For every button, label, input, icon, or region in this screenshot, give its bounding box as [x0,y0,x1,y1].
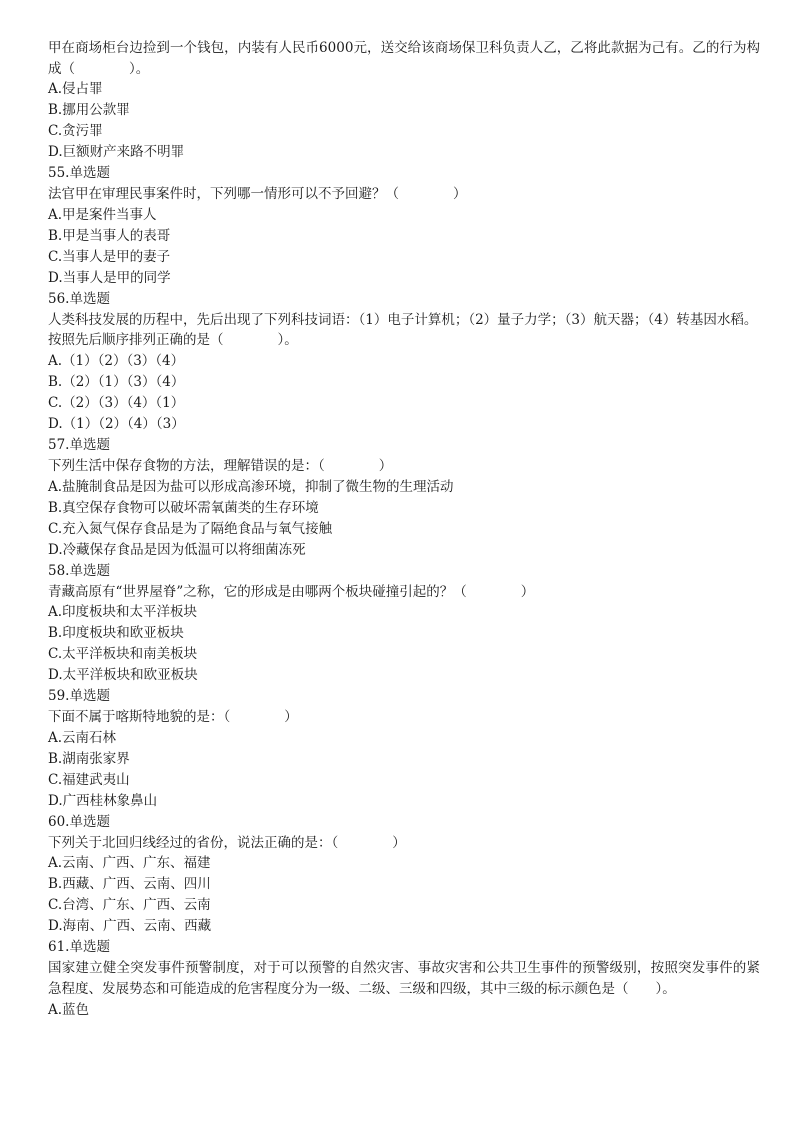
option-b: B.甲是当事人的表哥 [48,227,171,244]
option-a: A.盐腌制食品是因为盐可以形成高渗环境，抑制了微生物的生理活动 [48,478,454,495]
question-stem: 下面不属于喀斯特地貌的是：（ ） [48,709,298,726]
question-stem: 青藏高原有“世界屋脊”之称，它的形成是由哪两个板块碰撞引起的？（ ） [48,583,535,600]
option-d: D.广西桂林象鼻山 [48,792,158,809]
option-d: D.太平洋板块和欧亚板块 [48,667,198,684]
question-block-61 [48,937,760,1020]
question-stem: 法官甲在审理民事案件时，下列哪一情形可以不予回避？（ ） [48,186,467,203]
question-stem: 人类科技发展的历程中，先后出现了下列科技词语：（1）电子计算机；（2）量子力学；（3）航天器；（4）转基因水稻。 [48,311,758,328]
question-stem: 国家建立健全突发事件预警制度，对于可以预警的自然灾害、事故灾害和公共卫生事件的预警级别，按照突发事件的紧急程度、发展势态和可能造成的危害程度分为一级、二级、三级和四级，其中三级的标示颜色是（ ）。 [48,960,760,997]
question-header: 61.单选题 [48,939,110,956]
option-a: A.云南、广西、广东、福建 [48,855,211,872]
question-block-56 [48,289,760,435]
question-stem: 下列关于北回归线经过的省份，说法正确的是：（ ） [48,834,406,851]
question-block-55 [48,163,760,289]
option-c: C.充入氮气保存食品是为了隔绝食品与氧气接触 [48,520,333,537]
option-c: C.（2）（3）（4）（1） [48,394,185,411]
option-b: B.湖南张家界 [48,750,130,767]
option-d: D.海南、广西、云南、西藏 [48,918,212,935]
option-b: B.挪用公款罪 [48,102,130,119]
question-stem-continued: 按照先后顺序排列正确的是（ ）。 [48,332,298,349]
option-a: A.侵占罪 [48,81,103,98]
question-stem: 下列生活中保存食物的方法，理解错误的是：（ ） [48,457,393,474]
option-a: A.甲是案件当事人 [48,206,157,223]
question-header: 59.单选题 [48,688,110,705]
question-block-58 [48,561,760,687]
option-c: C.太平洋板块和南美板块 [48,646,198,663]
question-header: 57.单选题 [48,436,110,453]
option-a: A.（1）（2）（3）（4） [48,352,185,369]
question-block-60 [48,812,760,938]
question-header: 56.单选题 [48,290,110,307]
option-d: D.巨额财产来路不明罪 [48,144,185,161]
option-a: A.印度板块和太平洋板块 [48,604,198,621]
option-c: C.当事人是甲的妻子 [48,248,171,265]
question-header: 55.单选题 [48,165,110,182]
option-a: A.云南石林 [48,729,117,746]
question-block-59 [48,686,760,812]
option-b: B.真空保存食物可以破坏需氧菌类的生存环境 [48,499,319,516]
question-stem: 甲在商场柜台边捡到一个钱包，内装有人民币6000元，送交给该商场保卫科负责人乙，乙将此款据为己有。乙的行为构成（ ）。 [48,40,760,77]
question-header: 58.单选题 [48,562,110,579]
option-b: B.（2）（1）（3）（4） [48,373,185,390]
option-b: B.印度板块和欧亚板块 [48,625,184,642]
option-d: D.当事人是甲的同学 [48,269,171,286]
option-d: D.（1）（2）（4）（3） [48,415,185,432]
question-block-54 [48,38,760,163]
option-c: C.台湾、广东、广西、云南 [48,897,211,914]
question-header: 60.单选题 [48,813,110,830]
option-d: D.冷藏保存食品是因为低温可以将细菌冻死 [48,541,306,558]
exam-page [48,38,760,1021]
option-c: C.福建武夷山 [48,771,130,788]
option-c: C.贪污罪 [48,123,103,140]
question-block-57 [48,435,760,561]
option-a: A.蓝色 [48,1001,90,1018]
option-b: B.西藏、广西、云南、四川 [48,876,211,893]
